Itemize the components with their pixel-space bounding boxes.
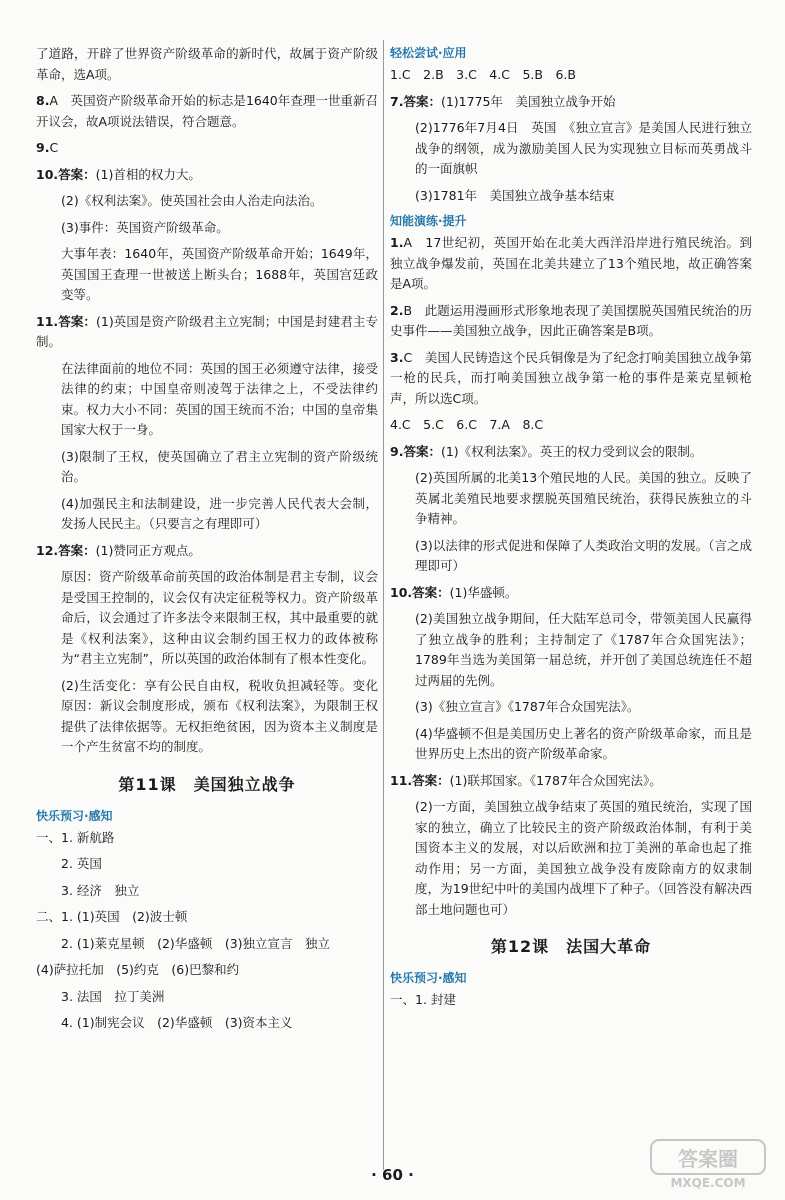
right-column [390,44,752,1017]
answer-12 [36,541,378,562]
question-number: 7. [390,93,404,109]
answer-label: 答案： [58,542,96,558]
answer-11 [36,312,378,353]
list-item: 一、1. 封建 [390,992,456,1007]
answer-2 [390,301,752,342]
question-number: 8. [36,93,50,108]
answer-label: 答案： [412,584,450,600]
column-divider [383,40,384,1170]
answer-text: (4)华盛顿不但是美国历史上著名的资产阶级革命家，而且是世界历史上杰出的资产阶级革命家。 [415,725,752,761]
answer-text: (2)1776年7月4日 英国 《独立宣言》是美国人民进行独立战争的纲领，成为激励美国人民为实现独立目标而英勇战斗的一面旗帜 [415,120,752,176]
answer-1 [390,233,752,295]
answer-text: (2)生活变化：享有公民自由权，税收负担减轻等。变化原因：新议会制度形成，颁布《权利法案》，为限制王权提供了法律依据等。无权拒绝贫困，因为资本主义制度是一个产生贫富不均的制度。 [61,677,378,754]
answer-text: (2)一方面，美国独立战争结束了英国的殖民统治，实现了国家的独立，确立了比较民主的资产阶级政治体制，有利于美国资本主义的发展，对以后欧洲和拉丁美洲的革命也起了推动作用；另一方面，美国独立战争没有废除南方的奴隶制度，为19世纪中叶的美国内战埋下了种子。（回答没有解决西部土地问题也可） [415,799,752,917]
answer-3 [390,348,752,410]
question-number: 12. [36,542,59,558]
answer-8 [36,91,378,132]
answer-text: C [49,140,59,155]
question-number: 9. [36,140,50,155]
answer-label: 答案： [58,313,96,329]
answer-text: (4)加强民主和法制建设，进一步完善人民代表大会制，发扬人民民主。（只要言之有理即可） [61,495,378,531]
answer-text: (2)《权利法案》。使英国社会由人治走向法治。 [61,193,323,208]
answer-text: (1)《权利法案》。英王的权力受到议会的限制。 [440,443,703,459]
answer-text: (1)赞同正方观点。 [95,542,201,558]
question-number: 10. [36,166,59,182]
lesson-title: 第11课 美国独立战争 [118,774,296,794]
question-number: 9. [390,443,404,459]
watermark-title: 答案圈 [678,1147,738,1171]
answer-text: (3)限制了王权，使英国确立了君主立宪制的资产阶级统治。 [61,448,378,484]
left-column [36,44,378,1040]
section-heading: 快乐预习·感知 [36,808,113,823]
section-heading: 快乐预习·感知 [390,971,467,985]
answer-text: (1)首相的权力大。 [95,166,201,182]
answer-text: (3)以法律的形式促进和保障了人类政治文明的发展。（言之成理即可） [415,537,752,573]
section-heading: 知能演练·提升 [390,214,467,228]
question-number: 2. [390,302,404,318]
answer-text: (1)英国是资产阶级君主立宪制；中国是封建君主专制。 [36,313,378,349]
text-line: 了道路，开辟了世界资产阶级革命的新时代，故属于资产阶级革命，选A项。 [36,46,378,82]
answer-text: 在法律面前的地位不同：英国的国王必须遵守法律，接受法律的约束；中国皇帝则凌驾于法律之上，不受法律约束。权力大小不同：英国的国王统而不治；中国的皇帝集国家大权于一身。 [61,360,378,437]
answer-text: C 美国人民铸造这个民兵铜像是为了纪念打响美国独立战争第一枪的民兵，而打响美国独立战争第一枪的事件是莱克星顿枪声，所以选C项。 [390,349,752,406]
answer-text: (3)《独立宣言》《1787年合众国宪法》。 [415,699,640,714]
answer-row: 1.C 2.B 3.C 4.C 5.B 6.B [390,67,576,82]
answer-label: 答案： [403,93,441,109]
answer-10 [36,165,378,186]
answer-text: (1)华盛顿。 [449,584,518,600]
page-number: · 60 · [371,1166,414,1184]
answer-text: 大事年表：1640年，英国资产阶级革命开始；1649年，英国国王查理一世被送上断头台；1688年，英国宫廷政变等。 [61,246,378,302]
section-heading: 轻松尝试·应用 [390,46,467,60]
answer-10 [390,583,752,604]
answer-text: B 此题运用漫画形式形象地表现了美国摆脱英国殖民统治的历史事件——美国独立战争，因此正确答案是B项。 [390,302,752,338]
answer-text: A 17世纪初，英国开始在北美大西洋沿岸进行殖民统治。到独立战争爆发前，英国在北美共建立了13个殖民地，故正确答案是A项。 [390,235,752,291]
answer-9 [36,138,378,159]
answer-7 [390,92,752,113]
answer-text: (3)事件：英国资产阶级革命。 [61,219,229,235]
list-item: 4. (1)制宪会议 (2)华盛顿 (3)资本主义 [61,1015,293,1030]
list-item: 2. 英国 [61,856,102,871]
answer-text: (2)英国所属的北美13个殖民地的人民。美国的独立。反映了英属北美殖民地要求摆脱英国殖民统治，获得民族独立的斗争精神。 [415,470,752,526]
list-item: 3. 法国 拉丁美洲 [61,988,165,1004]
answer-text: 原因：资产阶级革命前英国的政治体制是君主专制，议会是受国王控制的，议会仅有决定征税等权力。资产阶级革命后，议会通过了许多法令来限制王权，其中最重要的就是《权利法案》，这种由议会制约国王权力的政体被称为“君主立宪制”，所以英国的政治体制有了根本性变化。 [61,569,378,666]
list-item: 一、1. 新航路 [36,829,115,845]
question-number: 11. [390,772,413,788]
answer-text: (2)美国独立战争期间，任大陆军总司令，带领美国人民赢得了独立战争的胜利；主持制定了《1787年合众国宪法》；1789年当选为美国第一届总统，并开创了美国总统连任不超过两届的先例。 [415,611,752,688]
answer-text: A 英国资产阶级革命开始的标志是1640年查理一世重新召开议会，故A项说法错误，符合题意。 [36,93,378,129]
answer-9 [390,442,752,463]
list-item: 3. 经济 独立 [61,882,140,898]
answer-text: (1)联邦国家。《1787年合众国宪法》。 [449,772,662,788]
question-number: 3. [390,349,404,365]
answer-text: (1)1775年 美国独立战争开始 [440,93,616,109]
list-item: 2. (1)莱克星顿 (2)华盛顿 (3)独立宣言 独立 [61,935,331,951]
watermark-logo [649,1138,767,1190]
list-item: 二、1. (1)英国 (2)波士顿 [36,909,188,924]
question-number: 11. [36,313,59,329]
answer-label: 答案： [58,166,96,182]
lesson-title: 第12课 法国大革命 [490,937,652,956]
answer-row: 4.C 5.C 6.C 7.A 8.C [390,417,544,432]
answer-label: 答案： [403,443,441,459]
answer-text: (3)1781年 美国独立战争基本结束 [415,187,615,203]
watermark-url: MXQE.COM [670,1176,746,1190]
question-number: 1. [390,235,404,250]
answer-label: 答案： [412,772,450,788]
answer-11 [390,771,752,792]
list-item: (4)萨拉托加 (5)约克 (6)巴黎和约 [36,962,240,977]
question-number: 10. [390,584,413,600]
